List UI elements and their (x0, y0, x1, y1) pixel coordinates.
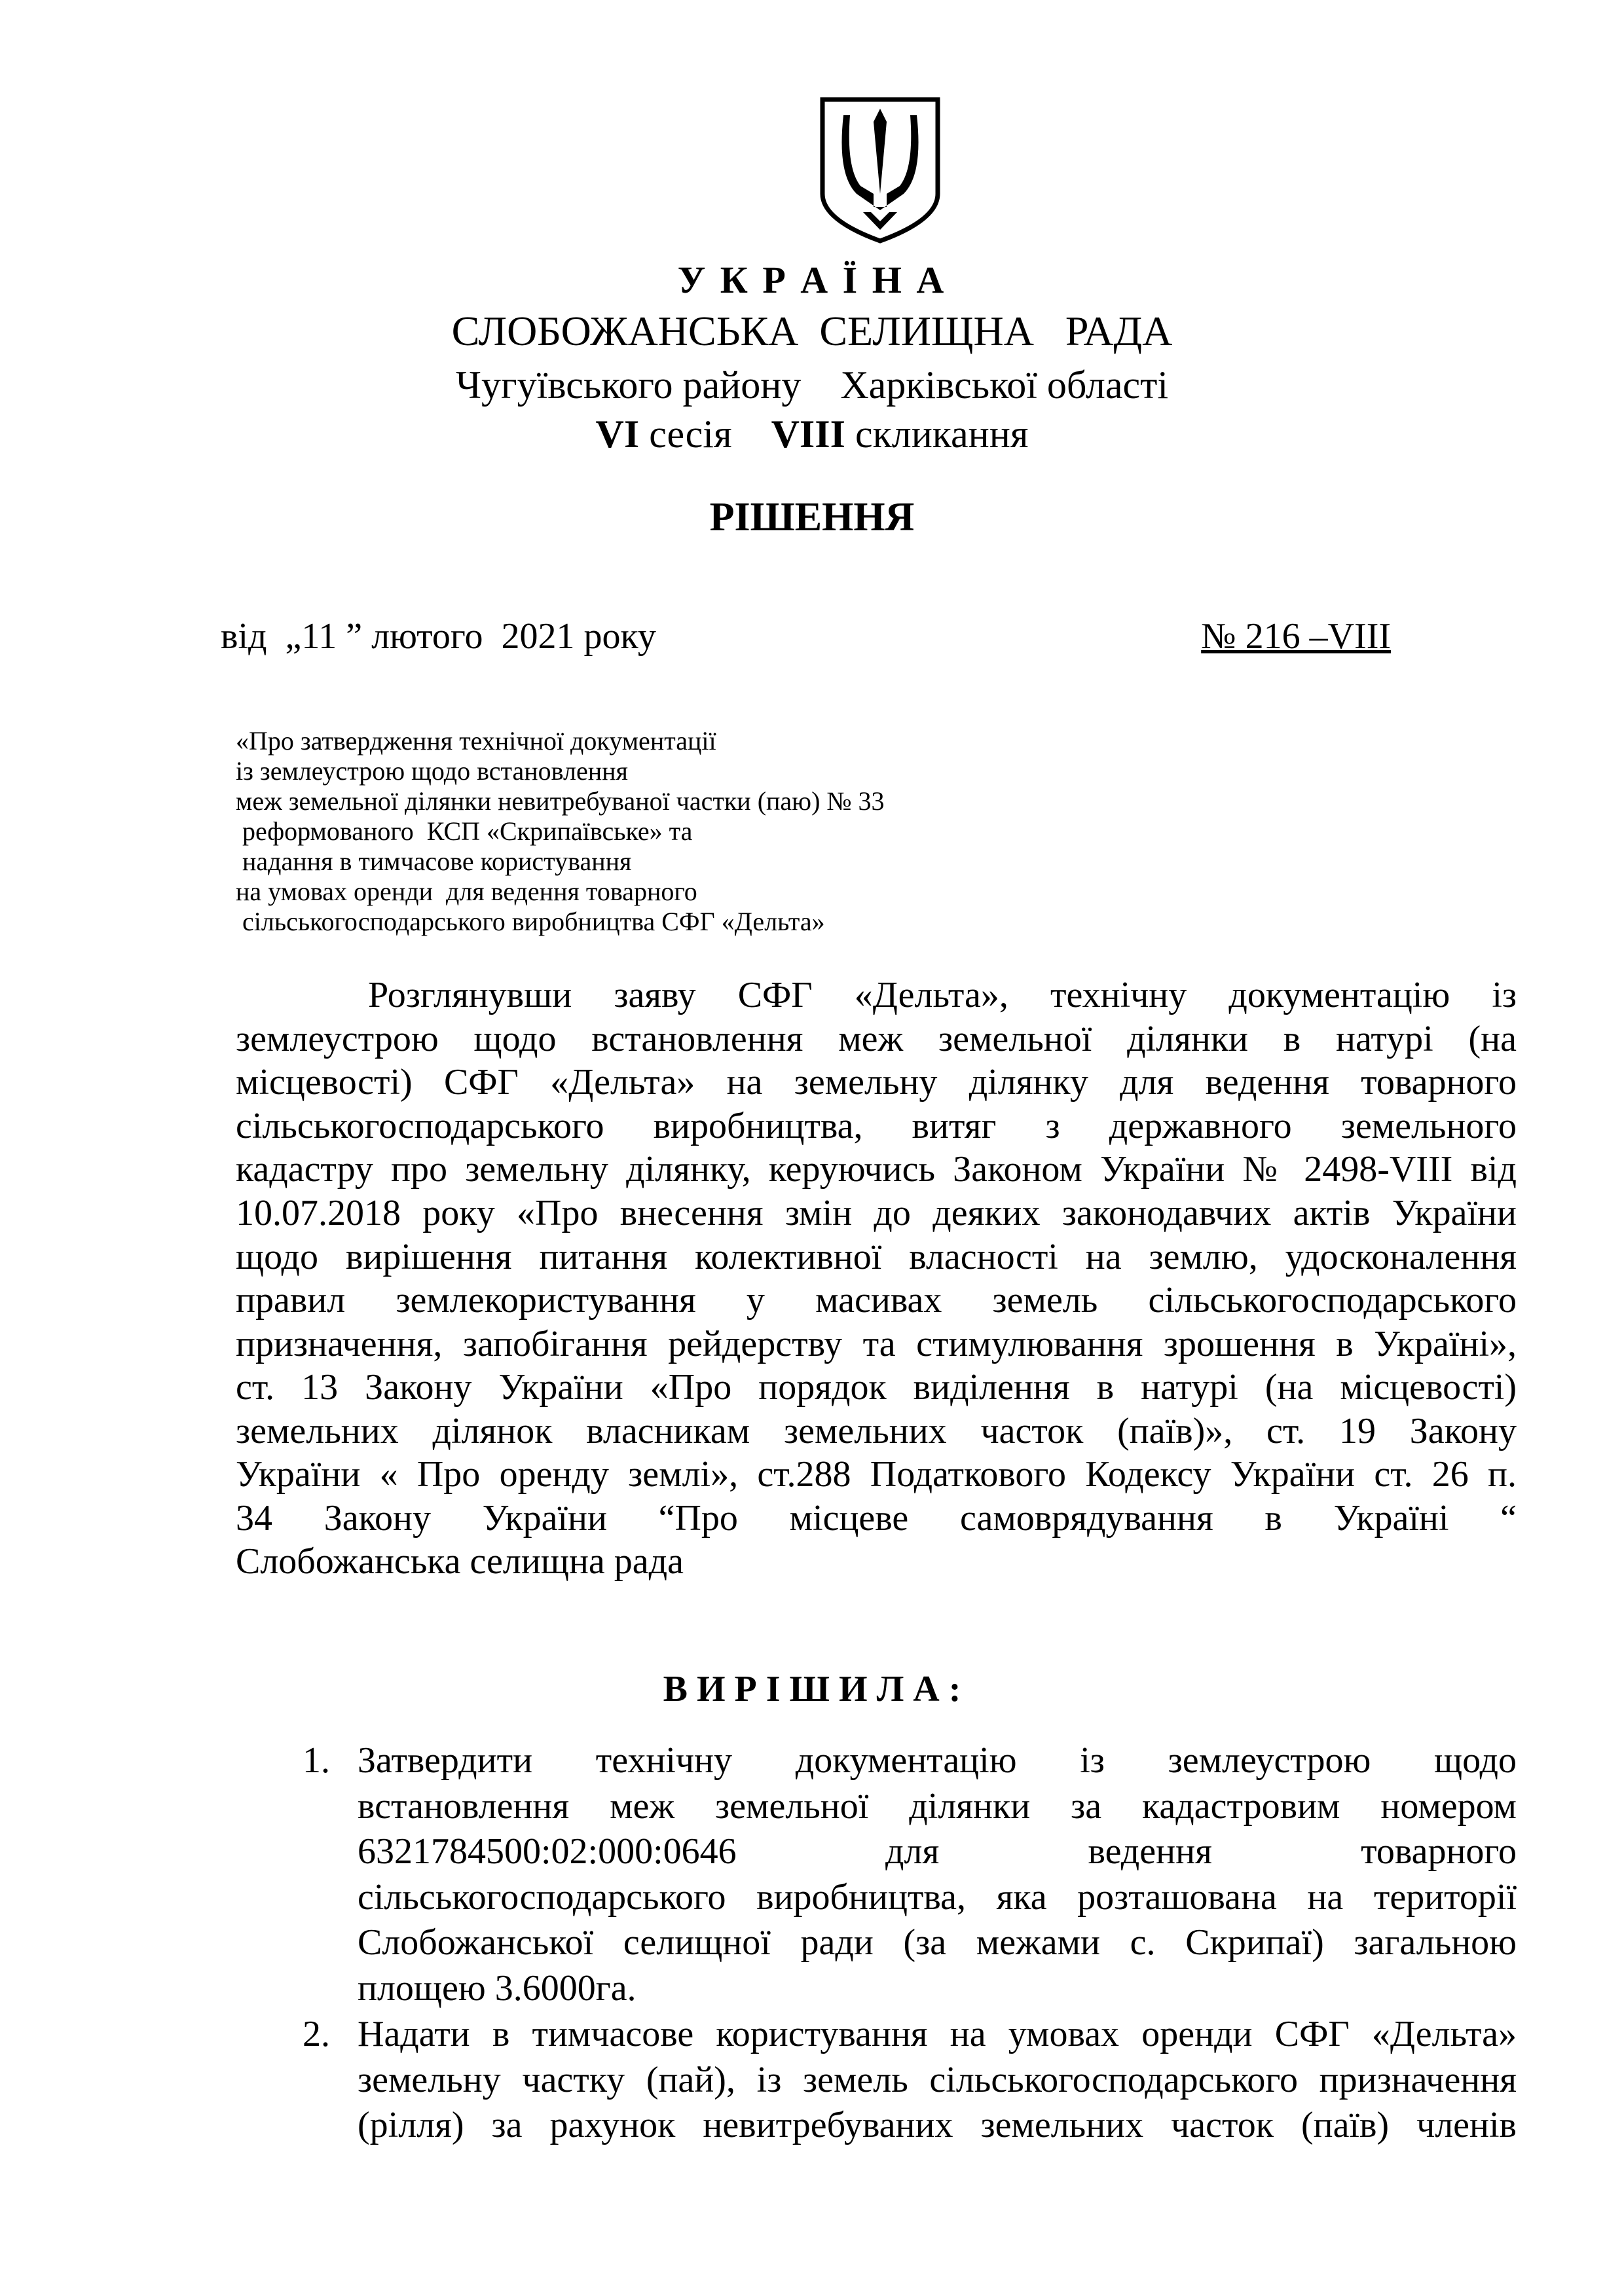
preamble-line: земельних ділянок власникам земельних часток (паїв)», ст. 19 Закону (236, 1411, 1517, 1451)
preamble-line: Слобожанська селищна рада (236, 1541, 684, 1582)
preamble-line: України « Про оренду землі», ст.288 Податкового Кодексу України ст. 26 п. (236, 1454, 1517, 1495)
list-number: 1. (303, 1740, 330, 1781)
list-item-line: площею 3.6000га. (358, 1968, 637, 2009)
council-name: СЛОБОЖАНСЬКА СЕЛИЩНА РАДА (451, 308, 1173, 354)
district-line: Чугуївського району Харківської області (456, 363, 1168, 407)
preamble-line: 10.07.2018 року «Про внесення змін до деяких законодавчих актів України (236, 1193, 1517, 1233)
session-line (0, 414, 1624, 454)
list-item-line: Надати в тимчасове користування на умовах оренди СФГ «Дельта» (358, 2014, 1517, 2054)
country-title: У К Р А Ї Н А (677, 259, 947, 301)
decision-date: від „11 ” лютого 2021 року (221, 616, 656, 657)
preamble-line: землеустрою щодо встановлення меж земельної ділянки в натурі (на (236, 1019, 1517, 1059)
convocation-word: скликання (845, 412, 1029, 456)
document-type: РІШЕННЯ (709, 495, 915, 539)
subject-line: надання в тимчасове користування (236, 847, 632, 876)
session-word: сесія (639, 412, 771, 456)
preamble-line: сільськогосподарського виробництва, витяг з державного земельного (236, 1106, 1517, 1146)
preamble-line: 34 Закону України “Про місцеве самоврядування в Україні “ (236, 1498, 1517, 1539)
decided-heading: В И Р І Ш И Л А : (663, 1669, 961, 1709)
preamble-line: ст. 13 Закону України «Про порядок виділення в натурі (на місцевості) (236, 1367, 1517, 1408)
preamble-line: Розглянувши заяву СФГ «Дельта», технічну документацію із (368, 975, 1517, 1015)
list-item-line: 6321784500:02:000:0646 для ведення товарного (358, 1831, 1517, 1872)
list-item-line: Слобожанської селищної ради (за межами с. Скрипаї) загальною (358, 1922, 1517, 1963)
subject-line: «Про затвердження технічної документації (236, 726, 716, 756)
list-item-line: сільськогосподарського виробництва, яка розташована на території (358, 1877, 1517, 1918)
list-item-line: земельну частку (пай), із земель сільськогосподарського призначення (358, 2060, 1517, 2100)
coat-of-arms-icon (817, 96, 943, 244)
list-item-line: встановлення меж земельної ділянки за кадастровим номером (358, 1786, 1517, 1827)
preamble-line: місцевості) СФГ «Дельта» на земельну ділянку для ведення товарного (236, 1062, 1517, 1102)
subject-line: сільськогосподарського виробництва СФГ «Дельта» (236, 907, 825, 936)
subject-line: меж земельної ділянки невитребуваної частки (паю) № 33 (236, 786, 885, 816)
preamble-line: кадастру про земельну ділянку, керуючись Законом України № 2498-VIII від (236, 1149, 1517, 1190)
subject-line: реформованого КСП «Скрипаївське» та (236, 816, 693, 846)
subject-line: на умовах оренди для ведення товарного (236, 877, 697, 906)
session-number: VI (595, 412, 640, 456)
convocation-number: VIII (771, 412, 845, 456)
list-item-line: Затвердити технічну документацію із землеустрою щодо (358, 1740, 1517, 1781)
preamble-line: щодо вирішення питання колективної власності на землю, удосконалення (236, 1237, 1517, 1277)
preamble-line: правил землекористування у масивах земель сільськогосподарського (236, 1280, 1517, 1321)
subject-line: із землеустрою щодо встановлення (236, 756, 628, 786)
list-number: 2. (303, 2014, 330, 2054)
list-item-line: (рілля) за рахунок невитребуваних земельних часток (паїв) членів (358, 2105, 1517, 2145)
preamble-line: призначення, запобігання рейдерству та стимулювання зрошення в Україні», (236, 1324, 1517, 1364)
decision-number: № 216 –VIII (1201, 616, 1391, 657)
